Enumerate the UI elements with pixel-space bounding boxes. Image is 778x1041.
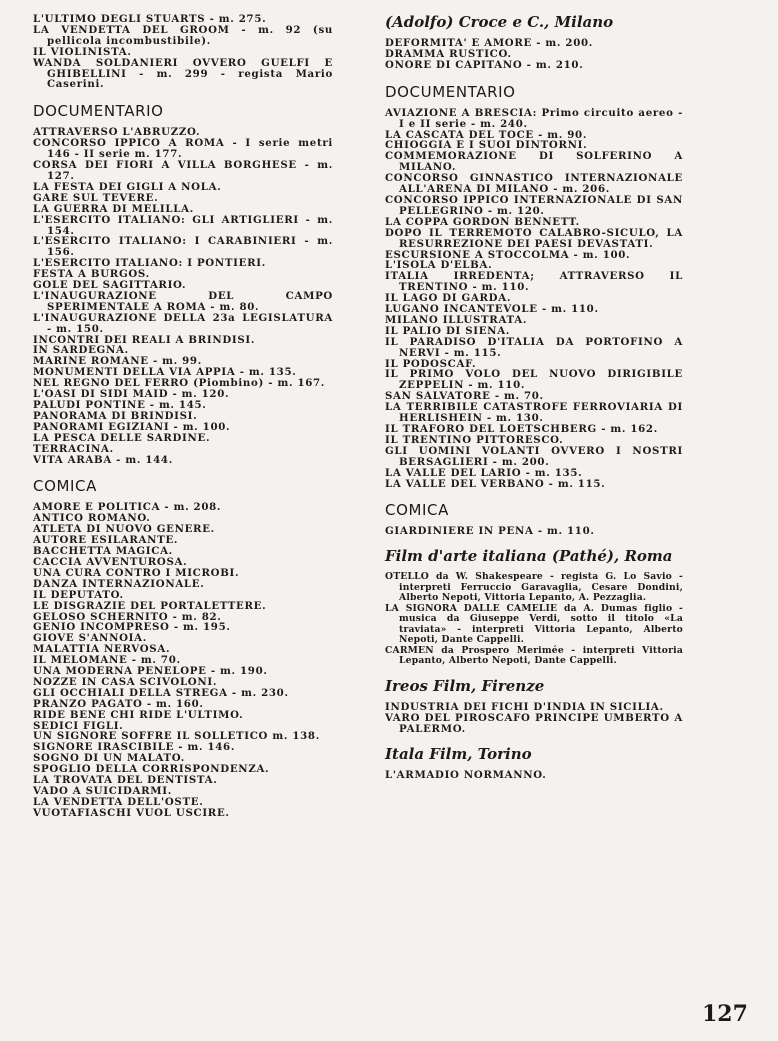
film-entry: BACCHETTA MAGICA.	[33, 545, 173, 558]
film-entry: SPOGLIO DELLA CORRISPONDENZA.	[33, 763, 270, 776]
film-entry: GARE SUL TEVERE.	[33, 191, 159, 204]
film-entry: GIOVE S'ANNOIA.	[33, 632, 147, 645]
film-entry: NEL REGNO DEL FERRO (Piombino) - m. 167.	[33, 377, 326, 390]
film-entry: VARO DEL PIROSCAFO PRINCIPE UMBERTO A PALERMO.	[385, 711, 683, 735]
film-entry: UNA MODERNA PENELOPE - m. 190.	[33, 665, 268, 678]
film-entry: VITA ARABA - m. 144.	[33, 453, 173, 466]
film-entry: L'INAUGURAZIONE DEL CAMPO SPERIMENTALE A ROMA - m. 80.	[33, 289, 333, 313]
film-entry: LA FESTA DEI GIGLI A NOLA.	[33, 180, 222, 193]
section-heading: DOCUMENTARIO	[385, 82, 516, 101]
film-entry: LA CASCATA DEL TOCE - m. 90.	[385, 128, 588, 141]
film-entry: WANDA SOLDANIERI OVVERO GUELFI E GHIBELLINI - m. 299 - regista Mario Caserini.	[33, 56, 333, 91]
film-entry: GELOSO SCHERNITO - m. 82.	[33, 610, 222, 623]
film-entry: SEDICI FIGLI.	[33, 719, 124, 732]
film-entry: ONORE DI CAPITANO - m. 210.	[385, 58, 584, 71]
film-entry: IL PARADISO D'ITALIA DA PORTOFINO A NERVI - m. 115.	[385, 335, 683, 359]
film-entry: IL MELOMANE - m. 70.	[33, 654, 181, 667]
film-entry: IL TRENTINO PITTORESCO.	[385, 433, 564, 446]
film-entry: RIDE BENE CHI RIDE L'ULTIMO.	[33, 708, 244, 721]
film-entry: ANTICO ROMANO.	[33, 512, 151, 525]
publisher-heading: Itala Film, Torino	[385, 744, 532, 763]
film-entry: SOGNO DI UN MALATO.	[33, 752, 185, 765]
film-entry: IL VIOLINISTA.	[33, 45, 132, 58]
film-entry: GOLE DEL SAGITTARIO.	[33, 279, 187, 292]
film-entry: LA VALLE DEL LARIO - m. 135.	[385, 466, 583, 479]
publisher-heading: (Adolfo) Croce e C., Milano	[385, 13, 614, 31]
film-entry: GLI UOMINI VOLANTI OVVERO I NOSTRI BERSAGLIERI - m. 200.	[385, 444, 683, 468]
film-entry: TERRACINA.	[33, 442, 114, 455]
film-entry: INDUSTRIA DEI FICHI D'INDIA IN SICILIA.	[385, 700, 664, 713]
film-entry: LA GUERRA DI MELILLA.	[33, 202, 194, 215]
film-entry: L'OASI DI SIDI MAID - m. 120.	[33, 388, 230, 401]
film-entry: UNA CURA CONTRO I MICROBI.	[33, 566, 240, 579]
film-entry: LA COPPA GORDON BENNETT.	[385, 215, 580, 228]
film-entry: DOPO IL TERREMOTO CALABRO-SICULO, LA RESURREZIONE DEI PAESI DEVASTATI.	[385, 226, 683, 250]
film-entry: SIGNORE IRASCIBILE - m. 146.	[33, 741, 236, 754]
film-entry: IN SARDEGNA.	[33, 344, 129, 357]
film-entry: IL PRIMO VOLO DEL NUOVO DIRIGIBILE ZEPPELIN - m. 110.	[385, 368, 683, 392]
film-entry: GIARDINIERE IN PENA - m. 110.	[385, 525, 595, 538]
film-entry: LA TROVATA DEL DENTISTA.	[33, 774, 218, 787]
film-entry: MALATTIA NERVOSA.	[33, 643, 171, 656]
film-entry: PANORAMI EGIZIANI - m. 100.	[33, 420, 231, 433]
film-entry: ATLETA DI NUOVO GENERE.	[33, 523, 215, 536]
film-entry: LA PESCA DELLE SARDINE.	[33, 431, 211, 444]
film-entry: PALUDI PONTINE - m. 145.	[33, 399, 207, 411]
film-entry: L'ARMADIO NORMANNO.	[385, 768, 547, 781]
film-entry: CHIOGGIA E I SUOI DINTORNI.	[385, 139, 588, 152]
film-entry: CONCORSO GINNASTICO INTERNAZIONALE ALL'ARENA DI MILANO - m. 206.	[385, 172, 683, 196]
film-entry: LA VALLE DEL VERBANO - m. 115.	[385, 477, 606, 490]
right-column	[385, 14, 683, 780]
film-entry: ESCURSIONE A STOCCOLMA - m. 100.	[385, 248, 631, 261]
film-entry: ITALIA IRREDENTA; ATTRAVERSO IL TRENTINO - m. 110.	[385, 270, 683, 294]
film-entry: L'ULTIMO DEGLI STUARTS - m. 275.	[33, 13, 267, 25]
film-entry: LA VENDETTA DEL GROOM - m. 92 (su pellicola incombustibile).	[33, 23, 333, 47]
left-column	[33, 14, 333, 819]
page-number: 127	[702, 1001, 748, 1027]
film-entry: L'ESERCITO ITALIANO: I CARABINIERI - m. 156.	[33, 235, 333, 259]
film-entry: INCONTRI DEI REALI A BRINDISI.	[33, 333, 256, 346]
film-entry: UN SIGNORE SOFFRE IL SOLLETICO m. 138.	[33, 730, 320, 743]
film-entry: AUTORE ESILARANTE.	[33, 534, 179, 547]
film-entry: CORSA DEI FIORI A VILLA BORGHESE - m. 127.	[33, 159, 333, 182]
film-entry: IL LAGO DI GARDA.	[385, 292, 512, 305]
film-entry: CARMEN da Prospero Merimée - interpreti Vittoria Lepanto, Alberto Nepoti, Dante Cappelli.	[385, 644, 683, 667]
section-heading: DOCUMENTARIO	[33, 102, 164, 121]
film-entry: VADO A SUICIDARMI.	[33, 785, 172, 797]
film-entry: DEFORMITA' E AMORE - m. 200.	[385, 37, 594, 49]
film-entry: VUOTAFIASCHI VUOL USCIRE.	[33, 806, 230, 819]
film-entry: COMMEMORAZIONE DI SOLFERINO A MILANO.	[385, 150, 683, 174]
film-entry: IL PODOSCAF.	[385, 357, 477, 370]
film-entry: SAN SALVATORE - m. 70.	[385, 390, 544, 403]
film-entry: CACCIA AVVENTUROSA.	[33, 555, 188, 568]
film-entry: IL TRAFORO DEL LOETSCHBERG - m. 162.	[385, 423, 658, 435]
film-entry: ATTRAVERSO L'ABRUZZO.	[33, 126, 201, 139]
film-entry: MONUMENTI DELLA VIA APPIA - m. 135.	[33, 366, 297, 379]
film-entry: LE DISGRAZIE DEL PORTALETTERE.	[33, 599, 267, 612]
film-entry: L'ESERCITO ITALIANO: GLI ARTIGLIERI - m. 154.	[33, 213, 333, 237]
film-entry: IL DEPUTATO.	[33, 588, 124, 601]
section-heading: COMICA	[385, 501, 449, 520]
film-entry: OTELLO da W. Shakespeare - regista G. Lo Savio - interpreti Ferruccio Garavaglia, Cesare Dondini, Alberto Nepoti, Vittoria Lepanto, A. Pezzaglia.	[385, 571, 683, 604]
film-entry: FESTA A BURGOS.	[33, 268, 150, 281]
film-entry: GLI OCCHIALI DELLA STREGA - m. 230.	[33, 686, 289, 699]
film-entry: AMORE E POLITICA - m. 208.	[33, 501, 222, 514]
film-entry: DRAMMA RUSTICO.	[385, 47, 512, 60]
film-entry: PRANZO PAGATO - m. 160.	[33, 697, 204, 710]
film-entry: L'ISOLA D'ELBA.	[385, 259, 493, 272]
publisher-heading: Ireos Film, Firenze	[385, 676, 545, 695]
film-entry: L'INAUGURAZIONE DELLA 23a LEGISLATURA - m. 150.	[33, 311, 333, 335]
film-entry: LA VENDETTA DELL'OSTE.	[33, 795, 204, 808]
film-entry: LUGANO INCANTEVOLE - m. 110.	[385, 303, 599, 316]
film-entry: AVIAZIONE A BRESCIA: Primo circuito aereo - I e II serie - m. 240.	[385, 106, 683, 130]
film-entry: L'ESERCITO ITALIANO: I PONTIERI.	[33, 257, 266, 270]
film-entry: LA SIGNORA DALLE CAMELIE da A. Dumas figlio - musica da Giuseppe Verdi, sotto il titolo «La traviata» - interpreti Vittoria Lepanto, Alberto Nepoti, Dante Cappelli.	[385, 602, 683, 646]
film-entry: NOZZE IN CASA SCIVOLONI.	[33, 675, 218, 688]
film-entry: CONCORSO IPPICO A ROMA - I serie metri 146 - II serie m. 177.	[33, 137, 333, 161]
film-entry: PANORAMA DI BRINDISI.	[33, 409, 198, 422]
film-entry: CONCORSO IPPICO INTERNAZIONALE DI SAN PELLEGRINO - m. 120.	[385, 193, 683, 217]
section-heading: COMICA	[33, 477, 97, 496]
film-entry: LA TERRIBILE CATASTROFE FERROVIARIA DI HERLISHEIN - m. 130.	[385, 401, 683, 425]
film-entry: DANZA INTERNAZIONALE.	[33, 577, 205, 590]
film-entry: MARINE ROMANE - m. 99.	[33, 355, 202, 368]
film-entry: GENIO INCOMPRESO - m. 195.	[33, 621, 231, 634]
film-entry: IL PALIO DI SIENA.	[385, 324, 511, 337]
film-entry: MILANO ILLUSTRATA.	[385, 313, 528, 326]
publisher-heading: Film d'arte italiana (Pathé), Roma	[385, 547, 673, 566]
